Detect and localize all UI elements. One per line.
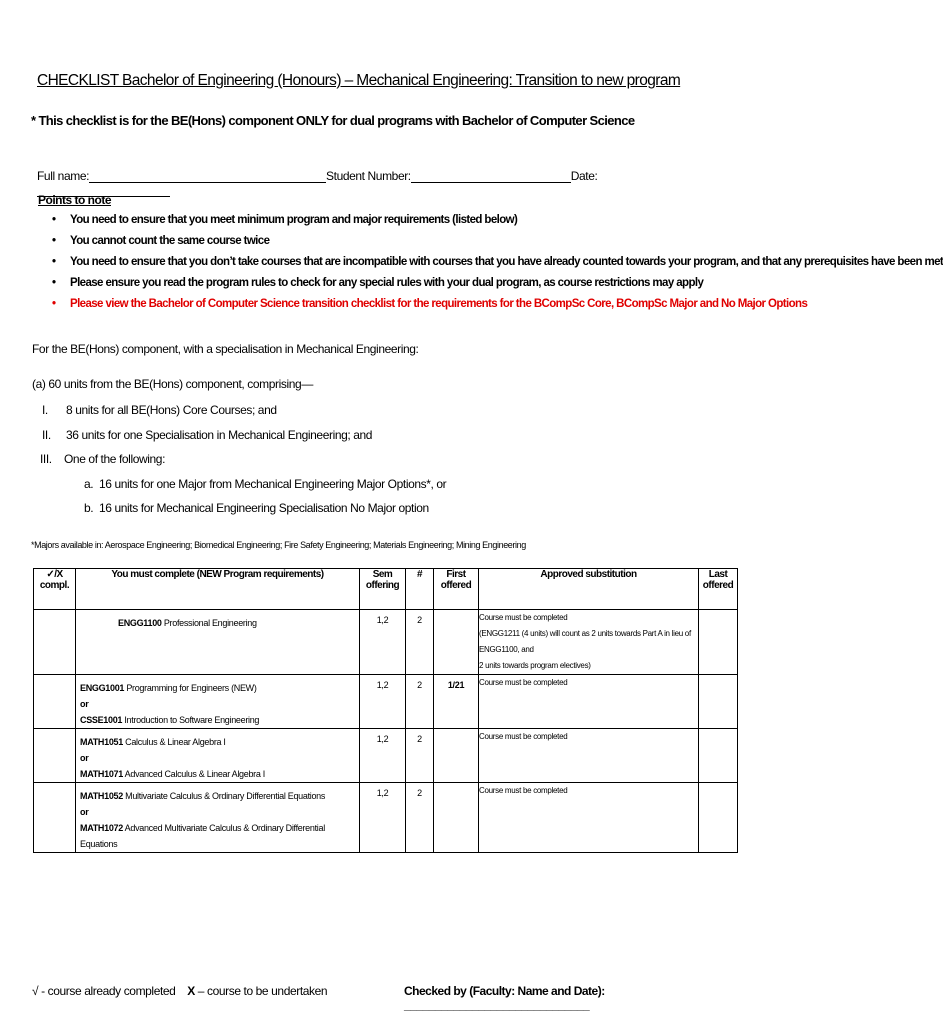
col-header: Approved substitution — [479, 569, 699, 610]
col-header: First offered — [434, 569, 479, 610]
list-item: • You need to ensure that you don’t take courses that are incompatible with courses that you have already counted towards your program, and that any prerequisites have been met — [52, 256, 943, 268]
sem-cell: 1,2 — [360, 783, 406, 853]
full-name-field[interactable] — [89, 170, 326, 183]
table-header-row — [34, 569, 738, 610]
completion-cell[interactable] — [34, 610, 76, 675]
date-label: Date: — [570, 169, 598, 183]
units-cell: 2 — [406, 610, 434, 675]
units-cell: 2 — [406, 675, 434, 729]
table-row — [34, 783, 738, 853]
legend-x-text: – course to be undertaken — [194, 984, 328, 998]
legend-x-mark: X — [187, 984, 195, 998]
intro-text: For the BE(Hons) component, with a specialisation in Mechanical Engineering: — [32, 342, 419, 356]
sem-cell: 1,2 — [360, 729, 406, 783]
first-offered-cell — [434, 783, 479, 853]
first-offered-cell — [434, 729, 479, 783]
sem-cell: 1,2 — [360, 610, 406, 675]
substitution-cell: Course must be completed — [479, 783, 699, 853]
completion-cell[interactable] — [34, 783, 76, 853]
course-cell: MATH1051 Calculus & Linear Algebra I or MATH1071 Advanced Calculus & Linear Algebra I — [76, 729, 360, 783]
substitution-cell: Course must be completed — [479, 675, 699, 729]
list-item: • Please ensure you read the program rules to check for any special rules with your dual program, as course restrictions may apply — [52, 277, 704, 289]
first-offered-cell — [434, 610, 479, 675]
student-details-fields — [37, 169, 697, 197]
last-offered-cell — [699, 729, 738, 783]
table-row — [34, 675, 738, 729]
course-cell: ENGG1100 Professional Engineering — [76, 610, 360, 675]
checked-by: Checked by (Faculty: Name and Date): ______________________________ — [404, 984, 605, 1012]
col-header: Last offered — [699, 569, 738, 610]
requirement-a: (a) 60 units from the BE(Hons) component, comprising— — [32, 377, 313, 391]
page-title: CHECKLIST Bachelor of Engineering (Honours) – Mechanical Engineering: Transition to new program — [37, 72, 681, 89]
col-header: You must complete (NEW Program requirements) — [76, 569, 360, 610]
list-item: • Please view the Bachelor of Computer Science transition checklist for the requirements for the BCompSc Core, BCompSc Major and No Major Options — [52, 298, 808, 310]
units-cell: 2 — [406, 729, 434, 783]
units-cell: 2 — [406, 783, 434, 853]
completion-cell[interactable] — [34, 675, 76, 729]
last-offered-cell — [699, 675, 738, 729]
substitution-cell: Course must be completed (ENGG1211 (4 units) will count as 2 units towards Part A in lieu of ENGG1100, and 2 units towards program electives) — [479, 610, 699, 675]
sem-cell: 1,2 — [360, 675, 406, 729]
student-number-field[interactable] — [411, 170, 571, 183]
student-number-label: Student Number: — [326, 169, 411, 183]
first-offered-cell: 1/21 — [434, 675, 479, 729]
course-cell: ENGG1001 Programming for Engineers (NEW) or CSSE1001 Introduction to Software Engineering — [76, 675, 360, 729]
col-header: ✓/X compl. — [34, 569, 76, 610]
legend-tick: √ - course already completed — [32, 984, 176, 998]
col-header: Sem offering — [360, 569, 406, 610]
points-heading: Points to note — [38, 193, 111, 207]
last-offered-cell — [699, 783, 738, 853]
table-row — [34, 610, 738, 675]
points-list — [52, 210, 943, 315]
col-header: # — [406, 569, 434, 610]
completion-cell[interactable] — [34, 729, 76, 783]
list-item: • You cannot count the same course twice — [52, 235, 270, 247]
page-subtitle: * This checklist is for the BE(Hons) component ONLY for dual programs with Bachelor of Computer Science — [31, 113, 635, 128]
table-row — [34, 729, 738, 783]
requirements-table — [33, 568, 738, 853]
substitution-cell: Course must be completed — [479, 729, 699, 783]
legend — [32, 984, 327, 998]
full-name-label: Full name: — [37, 169, 90, 183]
list-item: • You need to ensure that you meet minimum program and major requirements (listed below) — [52, 214, 518, 226]
course-cell: MATH1052 Multivariate Calculus & Ordinary Differential Equations or MATH1072 Advanced Multivariate Calculus & Ordinary Differential Equations — [76, 783, 360, 853]
majors-note: *Majors available in: Aerospace Engineering; Biomedical Engineering; Fire Safety Engineering; Materials Engineering; Mining Engineering — [31, 540, 526, 550]
last-offered-cell — [699, 610, 738, 675]
